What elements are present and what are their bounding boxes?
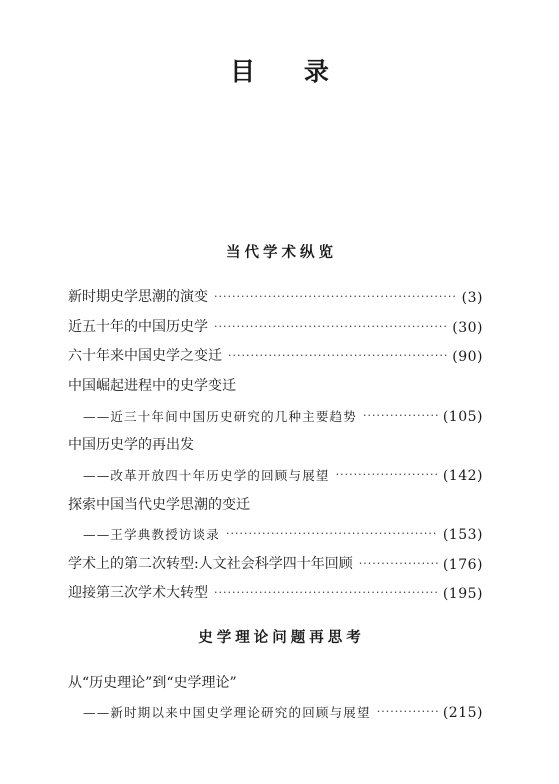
entry-page: (105): [442, 409, 483, 425]
entry-page: (90): [452, 349, 483, 365]
toc-entry[interactable]: [68, 551, 483, 573]
entry-title: 六十年来中国史学之变迁: [68, 348, 222, 364]
toc-title: 目 录: [230, 57, 349, 86]
toc-entry[interactable]: [68, 373, 483, 395]
entry-subtitle: ——改革开放四十年历史学的回顾与展望: [83, 468, 330, 483]
entry-page: (153): [442, 527, 483, 543]
toc-entry[interactable]: [68, 670, 483, 692]
toc-entry[interactable]: [68, 343, 483, 365]
entry-title: 近五十年的中国历史学: [68, 319, 208, 335]
entry-page: (142): [442, 468, 483, 484]
section-heading-historiography-theory: 史学理论问题再思考: [198, 629, 365, 646]
section-heading-contemporary-survey: 当代学术纵览: [226, 244, 337, 261]
entry-subtitle: ——新时期以来中国史学理论研究的回顾与展望: [83, 705, 371, 720]
dot-leader: [363, 409, 438, 425]
entry-subtitle: ——王学典教授访谈录: [83, 527, 221, 542]
entry-page: (176): [442, 557, 483, 573]
dot-leader: [377, 705, 438, 721]
toc-entry[interactable]: [68, 314, 483, 336]
entry-title: 中国历史学的再出发: [68, 437, 194, 453]
dot-leader: [214, 586, 438, 602]
toc-entry[interactable]: [68, 492, 483, 514]
entry-page: (30): [452, 320, 483, 336]
toc-subentry[interactable]: [83, 521, 483, 543]
toc-subentry[interactable]: [83, 462, 483, 484]
dot-leader: [359, 557, 438, 573]
toc-entry[interactable]: [68, 580, 483, 602]
entry-title: 新时期史学思潮的演变: [68, 289, 208, 305]
dot-leader: [214, 290, 457, 306]
toc-subentry[interactable]: [83, 403, 483, 425]
entry-page: (215): [442, 705, 483, 721]
entry-title: 从“历史理论”到“史学理论”: [68, 675, 237, 691]
toc-entry[interactable]: [68, 284, 483, 306]
entry-title: 学术上的第二次转型:人文社会科学四十年回顾: [68, 556, 353, 572]
entry-title: 中国崛起进程中的史学变迁: [68, 378, 236, 394]
dot-leader: [336, 468, 438, 484]
toc-entry[interactable]: [68, 432, 483, 454]
dot-leader: [226, 527, 438, 543]
entry-subtitle: ——近三十年间中国历史研究的几种主要趋势: [83, 409, 358, 424]
entry-title: 迎接第三次学术大转型: [68, 585, 208, 601]
entry-page: (3): [461, 290, 483, 306]
entry-title: 探索中国当代史学思潮的变迁: [68, 497, 250, 513]
toc-subentry[interactable]: [83, 699, 483, 721]
entry-page: (195): [442, 586, 483, 602]
dot-leader: [214, 320, 447, 336]
dot-leader: [228, 349, 447, 365]
